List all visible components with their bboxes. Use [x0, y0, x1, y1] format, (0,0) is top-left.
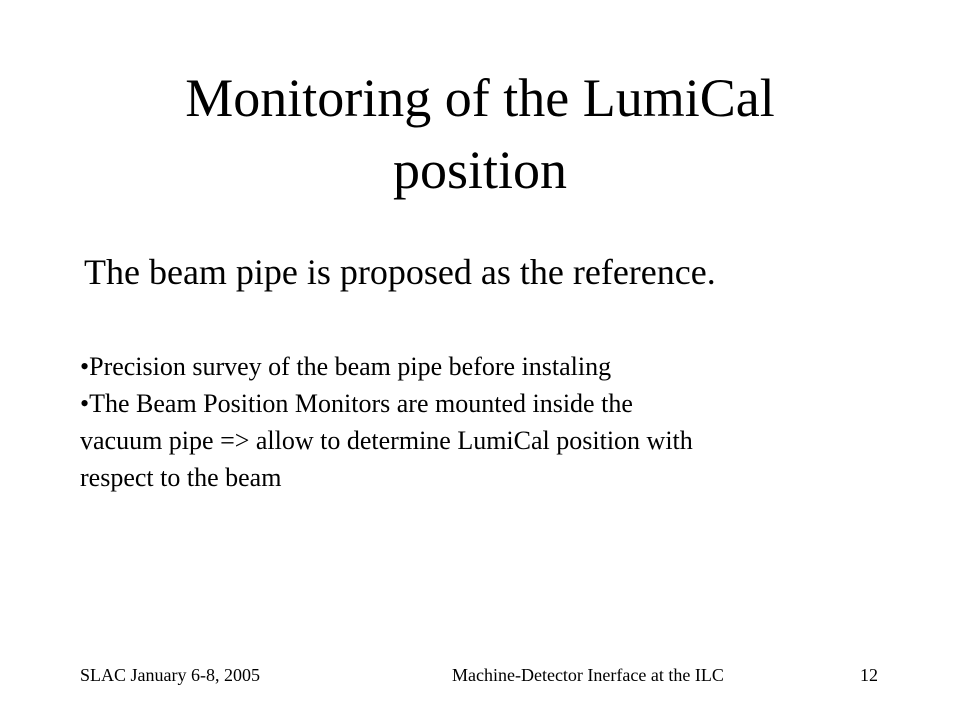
bullet-line: respect to the beam — [80, 463, 282, 492]
footer-date-venue: SLAC January 6-8, 2005 — [80, 665, 260, 685]
footer-presentation-title: Machine-Detector Inerface at the ILC — [452, 665, 724, 685]
bullet-line: vacuum pipe => allow to determine LumiCal position with — [80, 426, 693, 455]
slide-title-line-2: position — [392, 140, 568, 200]
bullet-item-bpm — [80, 385, 880, 496]
slide-title — [80, 62, 880, 206]
lead-statement: The beam pipe is proposed as the reference. — [84, 252, 716, 292]
bullet-line: •Precision survey of the beam pipe before instaling — [80, 352, 612, 381]
bullet-list — [80, 348, 880, 496]
slide-number: 12 — [860, 665, 878, 685]
bullet-line: •The Beam Position Monitors are mounted inside the — [80, 389, 633, 418]
bullet-item-survey — [80, 348, 880, 385]
slide-title-line-1: Monitoring of the LumiCal — [185, 68, 775, 128]
